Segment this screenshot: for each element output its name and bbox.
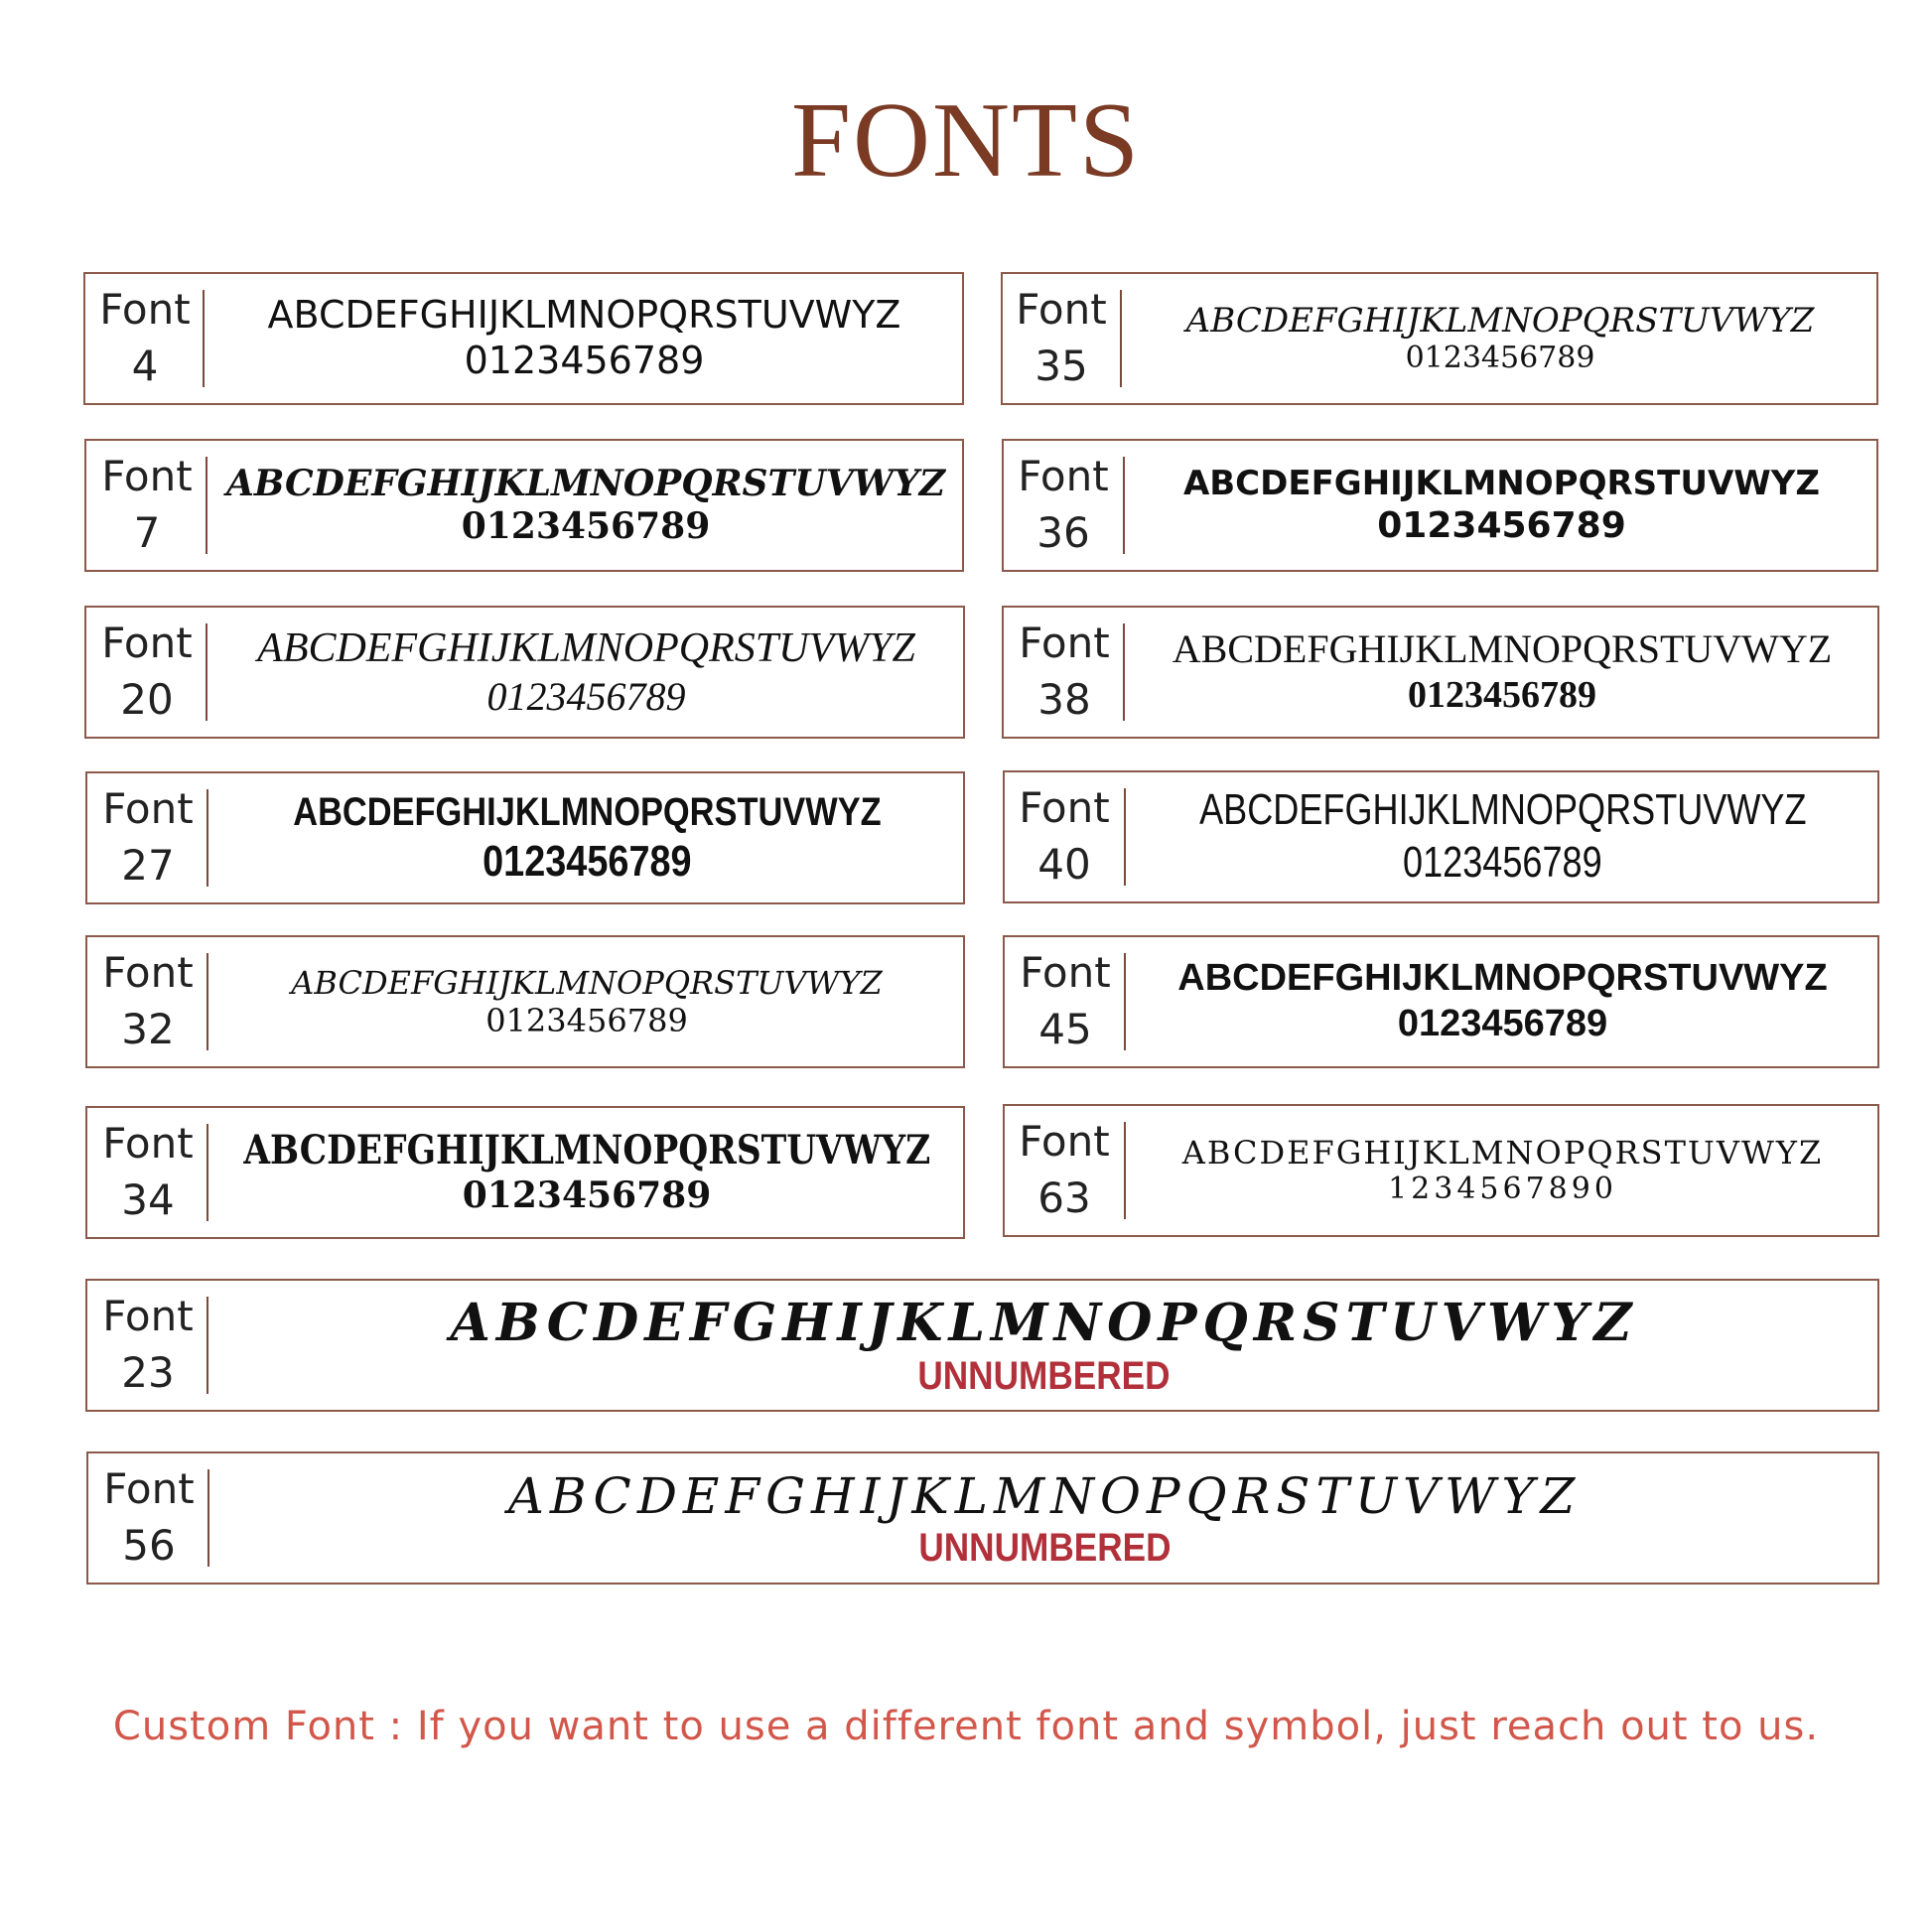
custom-font-note: Custom Font : If you want to use a different font and symbol, just reach out to us. (112, 1704, 1820, 1749)
card-divider (206, 457, 207, 554)
font-number: 27 (121, 841, 175, 890)
alphabet-sample: ABCDEFGHIJKLMNOPQRSTUVWYZ (1182, 464, 1821, 503)
font-label (86, 441, 207, 570)
font-word: Font (103, 1464, 195, 1514)
alphabet-sample: ABCDEFGHIJKLMNOPQRSTUVWYZ (267, 293, 901, 338)
font-number: 35 (1035, 342, 1088, 390)
font-card-4 (83, 272, 964, 405)
font-label (87, 773, 208, 902)
alphabet-sample: ABCDEFGHIJKLMNOPQRSTUVWYZ (1177, 957, 1828, 1000)
alphabet-sample: ABCDEFGHIJKLMNOPQRSTUVWYZ (291, 963, 883, 1002)
card-divider (207, 789, 208, 887)
font-sample (209, 441, 962, 570)
font-card-63 (1003, 1104, 1879, 1237)
font-number: 23 (121, 1348, 175, 1397)
font-word: Font (99, 285, 191, 335)
alphabet-sample: ABCDEFGHIJKLMNOPQRSTUVWYZ (243, 1127, 930, 1174)
font-card-56 (86, 1451, 1879, 1585)
font-number: 32 (121, 1005, 175, 1053)
font-word: Font (102, 1292, 194, 1341)
card-divider (1123, 457, 1125, 554)
digits-sample: 1234567890 (1388, 1172, 1617, 1207)
font-label (1004, 441, 1123, 570)
font-sample (1124, 274, 1876, 403)
font-number: 56 (122, 1521, 176, 1570)
font-sample (1127, 608, 1877, 737)
digits-sample: 0123456789 (482, 836, 692, 886)
card-divider (1124, 1122, 1126, 1219)
alphabet-sample: ABCDEFGHIJKLMNOPQRSTUVWYZ (1185, 300, 1815, 341)
card-divider (203, 290, 205, 387)
font-number: 40 (1037, 840, 1091, 889)
font-card-7 (84, 439, 964, 572)
font-number: 20 (120, 675, 174, 724)
font-word: Font (101, 619, 193, 668)
font-card-27 (85, 771, 965, 904)
font-card-34 (85, 1106, 965, 1239)
alphabet-sample: ABCDEFGHIJKLMNOPQRSTUVWYZ (1198, 785, 1807, 835)
font-label (87, 1108, 208, 1237)
font-sample (1127, 441, 1876, 570)
font-sample (1128, 937, 1877, 1066)
font-sample (210, 1281, 1877, 1410)
font-word: Font (1019, 783, 1110, 833)
font-sample (210, 1108, 963, 1237)
font-sample (207, 274, 962, 403)
font-label (85, 274, 205, 403)
font-word: Font (1019, 619, 1110, 668)
alphabet-sample: ABCDEFGHIJKLMNOPQRSTUVWYZ (292, 789, 882, 834)
font-word: Font (1020, 948, 1111, 998)
font-sample (210, 773, 963, 902)
digits-sample: 0123456789 (461, 505, 711, 547)
card-divider (1123, 623, 1125, 721)
alphabet-sample: ABCDEFGHIJKLMNOPQRSTUVWYZ (1172, 626, 1833, 672)
alphabet-sample: ABCDEFGHIJKLMNOPQRSTUVWYZ (225, 462, 946, 504)
digits-sample: 0123456789 (464, 339, 705, 382)
font-number: 63 (1037, 1173, 1091, 1222)
font-word: Font (1016, 285, 1107, 335)
digits-sample: 0123456789 (486, 674, 686, 720)
page-title: FONTS (790, 81, 1142, 200)
font-card-36 (1002, 439, 1878, 572)
font-label (1003, 274, 1120, 403)
font-sample (211, 1453, 1877, 1583)
font-card-45 (1003, 935, 1879, 1068)
digits-sample: 0123456789 (1397, 1003, 1608, 1044)
alphabet-sample: ABCDEFGHIJKLMNOPQRSTUVWYZ (450, 1292, 1638, 1353)
card-divider (206, 623, 207, 721)
card-divider (207, 953, 208, 1050)
font-label (87, 937, 208, 1066)
font-label (1005, 937, 1126, 1066)
font-number: 36 (1036, 508, 1090, 557)
alphabet-sample: ABCDEFGHIJKLMNOPQRSTUVWYZ (507, 1467, 1582, 1525)
font-word: Font (102, 1119, 194, 1169)
font-word: Font (101, 452, 193, 501)
unnumbered-note: UNNUMBERED (917, 1526, 1172, 1570)
digits-sample: 0123456789 (485, 1002, 688, 1039)
card-divider (207, 1469, 209, 1567)
card-divider (207, 1124, 208, 1221)
font-label (88, 1453, 209, 1583)
digits-sample: 0123456789 (462, 1174, 712, 1217)
font-card-38 (1002, 606, 1879, 739)
unnumbered-note: UNNUMBERED (917, 1354, 1171, 1399)
digits-sample: 0123456789 (1403, 838, 1602, 887)
font-sample (209, 608, 963, 737)
font-card-23 (85, 1279, 1879, 1412)
font-label (1005, 1106, 1124, 1235)
font-number: 34 (121, 1175, 175, 1224)
font-label (86, 608, 207, 737)
card-divider (1124, 953, 1126, 1050)
font-word: Font (1018, 452, 1109, 501)
font-sample (210, 937, 963, 1066)
digits-sample: 0123456789 (1405, 341, 1595, 376)
digits-sample: 0123456789 (1377, 504, 1626, 546)
card-divider (1124, 788, 1126, 886)
digits-sample: 0123456789 (1408, 674, 1596, 717)
font-word: Font (1019, 1117, 1110, 1167)
font-card-35 (1001, 272, 1878, 405)
font-sample (1128, 772, 1877, 901)
card-divider (207, 1297, 208, 1394)
alphabet-sample: ABCDEFGHIJKLMNOPQRSTUVWYZ (257, 624, 915, 671)
alphabet-sample: ABCDEFGHIJKLMNOPQRSTUVWYZ (1181, 1133, 1824, 1172)
font-card-20 (84, 606, 965, 739)
font-number: 7 (133, 508, 161, 557)
font-number: 45 (1038, 1005, 1092, 1053)
font-label (1004, 608, 1125, 737)
font-card-32 (85, 935, 965, 1068)
font-word: Font (102, 948, 194, 998)
card-divider (1120, 290, 1122, 387)
font-number: 4 (131, 342, 159, 390)
font-label (1005, 772, 1124, 901)
font-sample (1128, 1106, 1877, 1235)
font-word: Font (102, 784, 194, 834)
font-label (87, 1281, 208, 1410)
font-card-40 (1003, 770, 1879, 903)
font-number: 38 (1037, 675, 1091, 724)
